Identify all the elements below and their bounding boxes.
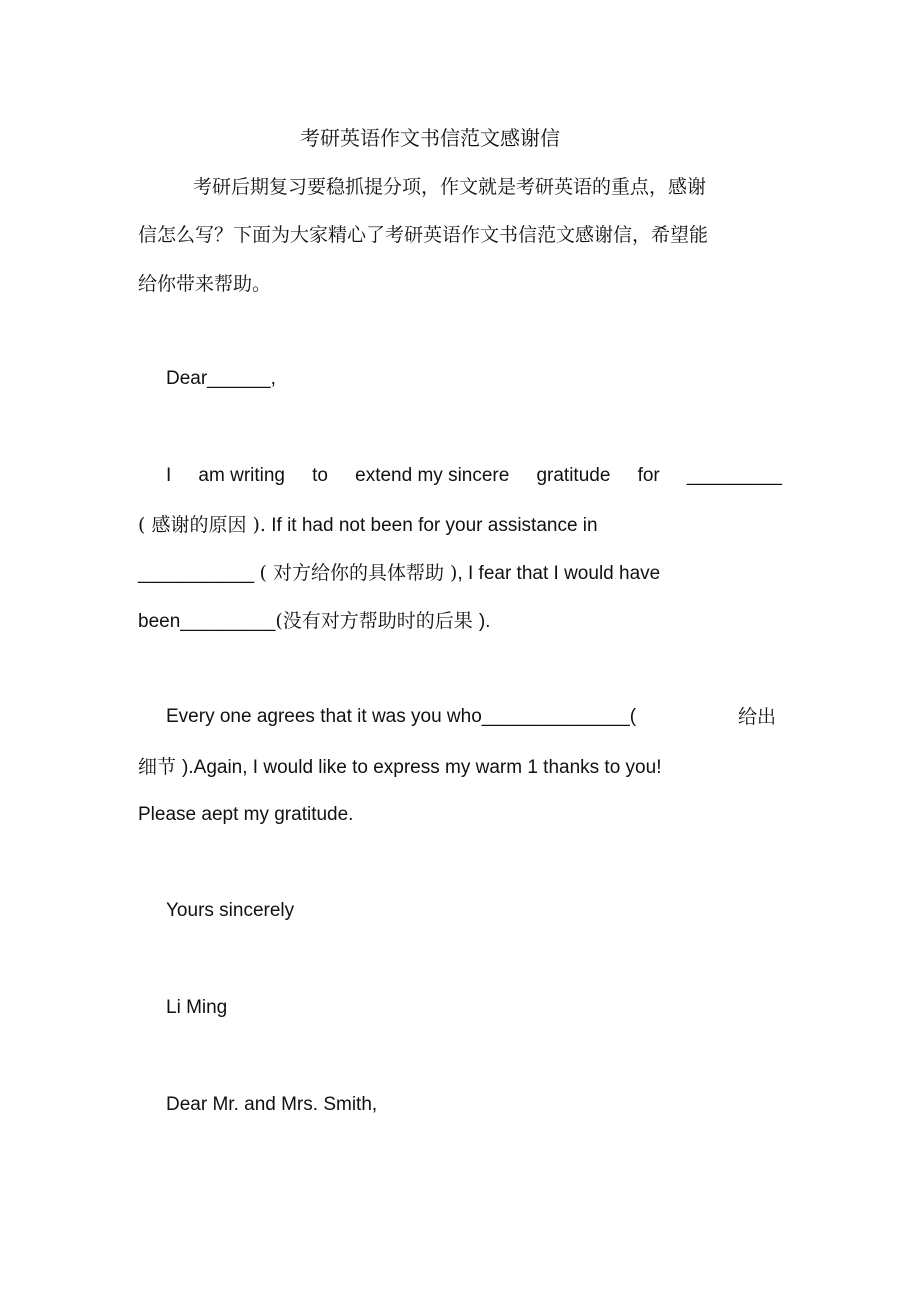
- word: extend my sincere: [355, 465, 510, 486]
- letter-salutation: Dear______,: [166, 368, 276, 389]
- letter-signature: Li Ming: [166, 997, 228, 1018]
- reason-hint: ( 感谢的原因 ).: [138, 514, 266, 536]
- word: gratitude: [536, 465, 611, 486]
- intro-line-3: 给你带来帮助。: [138, 273, 272, 295]
- paragraph-2-line-3: Please aept my gratitude.: [138, 804, 354, 825]
- line-text: ).Again, I would like to express my warm 1 thanks to you!: [182, 757, 662, 778]
- blank: _________: [686, 465, 782, 486]
- consequence-hint: (没有对方帮助时的后果: [275, 610, 479, 632]
- detail-hint: 给出: [738, 706, 777, 728]
- paragraph-2-line-1: Every one agrees that it was you who______________(: [166, 706, 637, 727]
- letter-closing: Yours sincerely: [166, 900, 295, 921]
- page-title: 考研英语作文书信范文感谢信: [300, 126, 560, 150]
- paragraph-1-line-4: [138, 609, 490, 634]
- word: to: [312, 465, 328, 486]
- paragraph-1-line-3: [138, 561, 660, 586]
- line-text: , I fear that I would have: [457, 563, 661, 584]
- intro-line-2: 信怎么写？下面为大家精心了考研英语作文书信范文感谢信，希望能: [138, 224, 709, 246]
- intro-line-1: 考研后期复习要稳抓提分项，作文就是考研英语的重点，感谢: [193, 176, 707, 198]
- word: I: [166, 465, 172, 486]
- paragraph-1-line-1: [166, 464, 782, 488]
- word: for: [637, 465, 660, 486]
- paragraph-1-line-2: [138, 513, 598, 538]
- detail-hint-cont: 细节: [138, 756, 183, 778]
- help-hint: ( 对方给你的具体帮助 ): [259, 562, 458, 584]
- paragraph-2-line-2: [138, 755, 661, 780]
- blank: been_________: [138, 611, 276, 632]
- word: am writing: [198, 465, 285, 486]
- blank: ___________: [138, 563, 260, 584]
- line-text: If it had not been for your assistance in: [265, 515, 598, 536]
- letter-salutation-2: Dear Mr. and Mrs. Smith,: [166, 1094, 378, 1115]
- line-text: ).: [478, 611, 491, 632]
